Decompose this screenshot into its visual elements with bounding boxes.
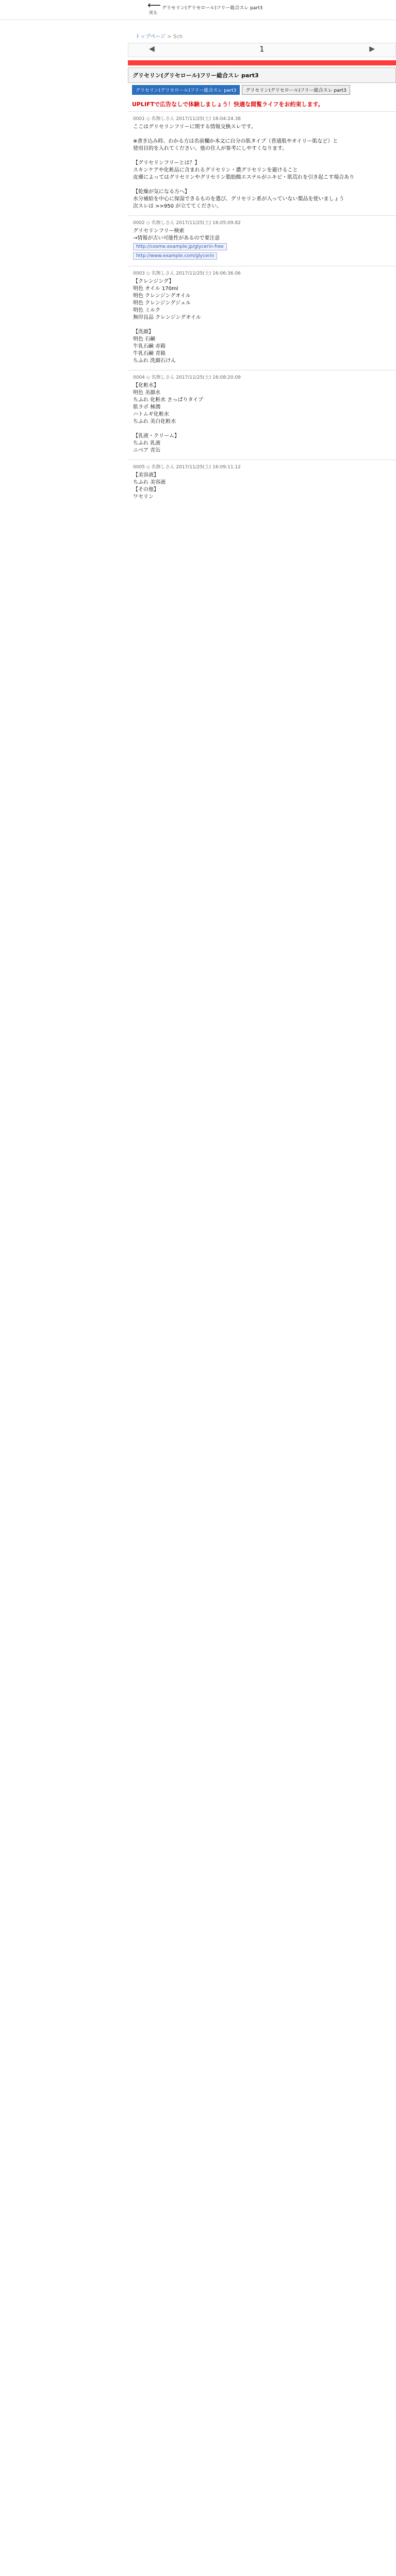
post-link[interactable]: http://www.example.com/glycerin [133,252,217,260]
back-arrow-icon: ⟵ [147,0,161,11]
pager [128,43,396,57]
post-meta: 0003 ◇ 名無しさん 2017/11/25(土) 16:06:36.06 [133,271,241,276]
post-line: 【その他】 [133,487,159,493]
post-line [133,152,391,160]
post-line: 【乾燥が気になる方へ】 [133,189,190,195]
post-meta: 0002 ◇ 名無しさん 2017/11/25(土) 16:05:09.82 [133,221,241,226]
post-meta: 0001 ◇ 名無しさん 2017/11/25(土) 16:04:24.38 [133,116,241,122]
tab-current[interactable]: グリセリン(グリセロール)フリー総合スレ part3 [132,85,240,95]
post-line: ニベア 青缶 [133,448,161,453]
post-line: ここはグリセリンフリーに関する情報交換スレです。 [133,124,256,130]
post-line: 【美容液】 [133,472,159,478]
post-line [133,181,391,189]
tab-other[interactable]: グリセリン(グリセロール)フリー総合スレ part3 [242,85,350,95]
post-line: 【乳液・クリーム】 [133,433,179,439]
post-line: 【化粧水】 [133,383,159,388]
thread-tabs [128,83,396,97]
main-content [128,0,396,506]
breadcrumb [128,32,396,40]
post-line: 使用目的を入れてください。他の住人が参考にしやすくなります。 [133,146,288,151]
post-line: 明色 オイル 170ml [133,286,178,292]
post-line: 肌ラボ 極潤 [133,404,161,410]
window-title: グリセリン(グリセロール)フリー総合スレ part3 [162,6,263,11]
post-line: 明色 クレンジングジェル [133,300,191,306]
post [128,215,396,266]
post-line: 次スレは >>950 が立ててください。 [133,204,222,209]
post-line: 皮膚によってはグリセリンやグリセリン脂肪酸エステルがニキビ・肌荒れを引き起こす場合あり [133,175,355,180]
post [128,266,396,370]
post-list [128,111,396,506]
post-line: 牛乳石鹸 青箱 [133,351,166,357]
post-line: ちふれ 美白化粧水 [133,419,176,425]
post-line [133,321,391,329]
post-line: 牛乳石鹸 赤箱 [133,344,166,349]
breadcrumb-current: 5ch [173,34,183,40]
post-line: 無印良品 クレンジングオイル [133,315,201,320]
post [128,370,396,460]
post-line: スキンケアや化粧品に含まれるグリセリン・濃グリセリンを避けること [133,167,298,173]
post-link[interactable]: http://cosme.example.jp/glycerin-free [133,243,227,250]
post-line: 水分補給を中心に保湿できるものを選び、グリセリン系が入っていない製品を使いましょう [133,196,344,202]
post-line: ちふれ 洗顔石けん [133,358,176,364]
header-accent-bar [128,60,396,65]
post-meta: 0005 ◇ 名無しさん 2017/11/25(土) 16:09:11.12 [133,465,241,470]
back-label: 戻る [149,10,157,15]
post-line: 【クレンジング】 [133,279,174,284]
breadcrumb-home[interactable]: トップページ [135,34,166,40]
post-meta: 0004 ◇ 名無しさん 2017/11/25(土) 16:08:20.09 [133,375,241,380]
post [128,460,396,506]
post-line: ちふれ 化粧水 さっぱりタイプ [133,397,203,403]
post-line: 明色 クレンジングオイル [133,293,191,299]
breadcrumb-sep: > [166,34,173,40]
post-line: ちふれ 乳液 [133,440,161,446]
post-line: 【グリセリンフリーとは？】 [133,160,200,166]
promo-banner[interactable]: UPLIFTで広告なしで体験しましょう！快適な閲覧ライフをお約束します。 [132,101,324,108]
post-line: 明色 ミルク [133,308,160,313]
post-line: ハトムギ化粧水 [133,412,169,417]
post-line: ※書き込み時、わかる方は名前欄か本文に自分の肌タイプ（普通肌やオイリー肌など）と [133,139,338,144]
post-line: 明色 美顔水 [133,390,161,396]
prev-page-button[interactable]: ◀ [149,45,155,53]
post-line: →情報が古い可能性があるので要注意 [133,235,220,241]
page-number: 1 [259,45,265,54]
post-line: 明色 石鹸 [133,336,156,342]
thread-title: グリセリン(グリセロール)フリー総合スレ part3 [128,67,396,83]
post-line: 【洗顔】 [133,329,154,335]
post-line [133,426,391,433]
post-line [133,131,391,138]
post [128,111,396,215]
post-line: グリセリンフリー検索 [133,228,185,234]
post-line: ワセリン [133,494,154,500]
next-page-button[interactable]: ▶ [369,45,375,53]
post-line: ちふれ 美容液 [133,480,166,485]
